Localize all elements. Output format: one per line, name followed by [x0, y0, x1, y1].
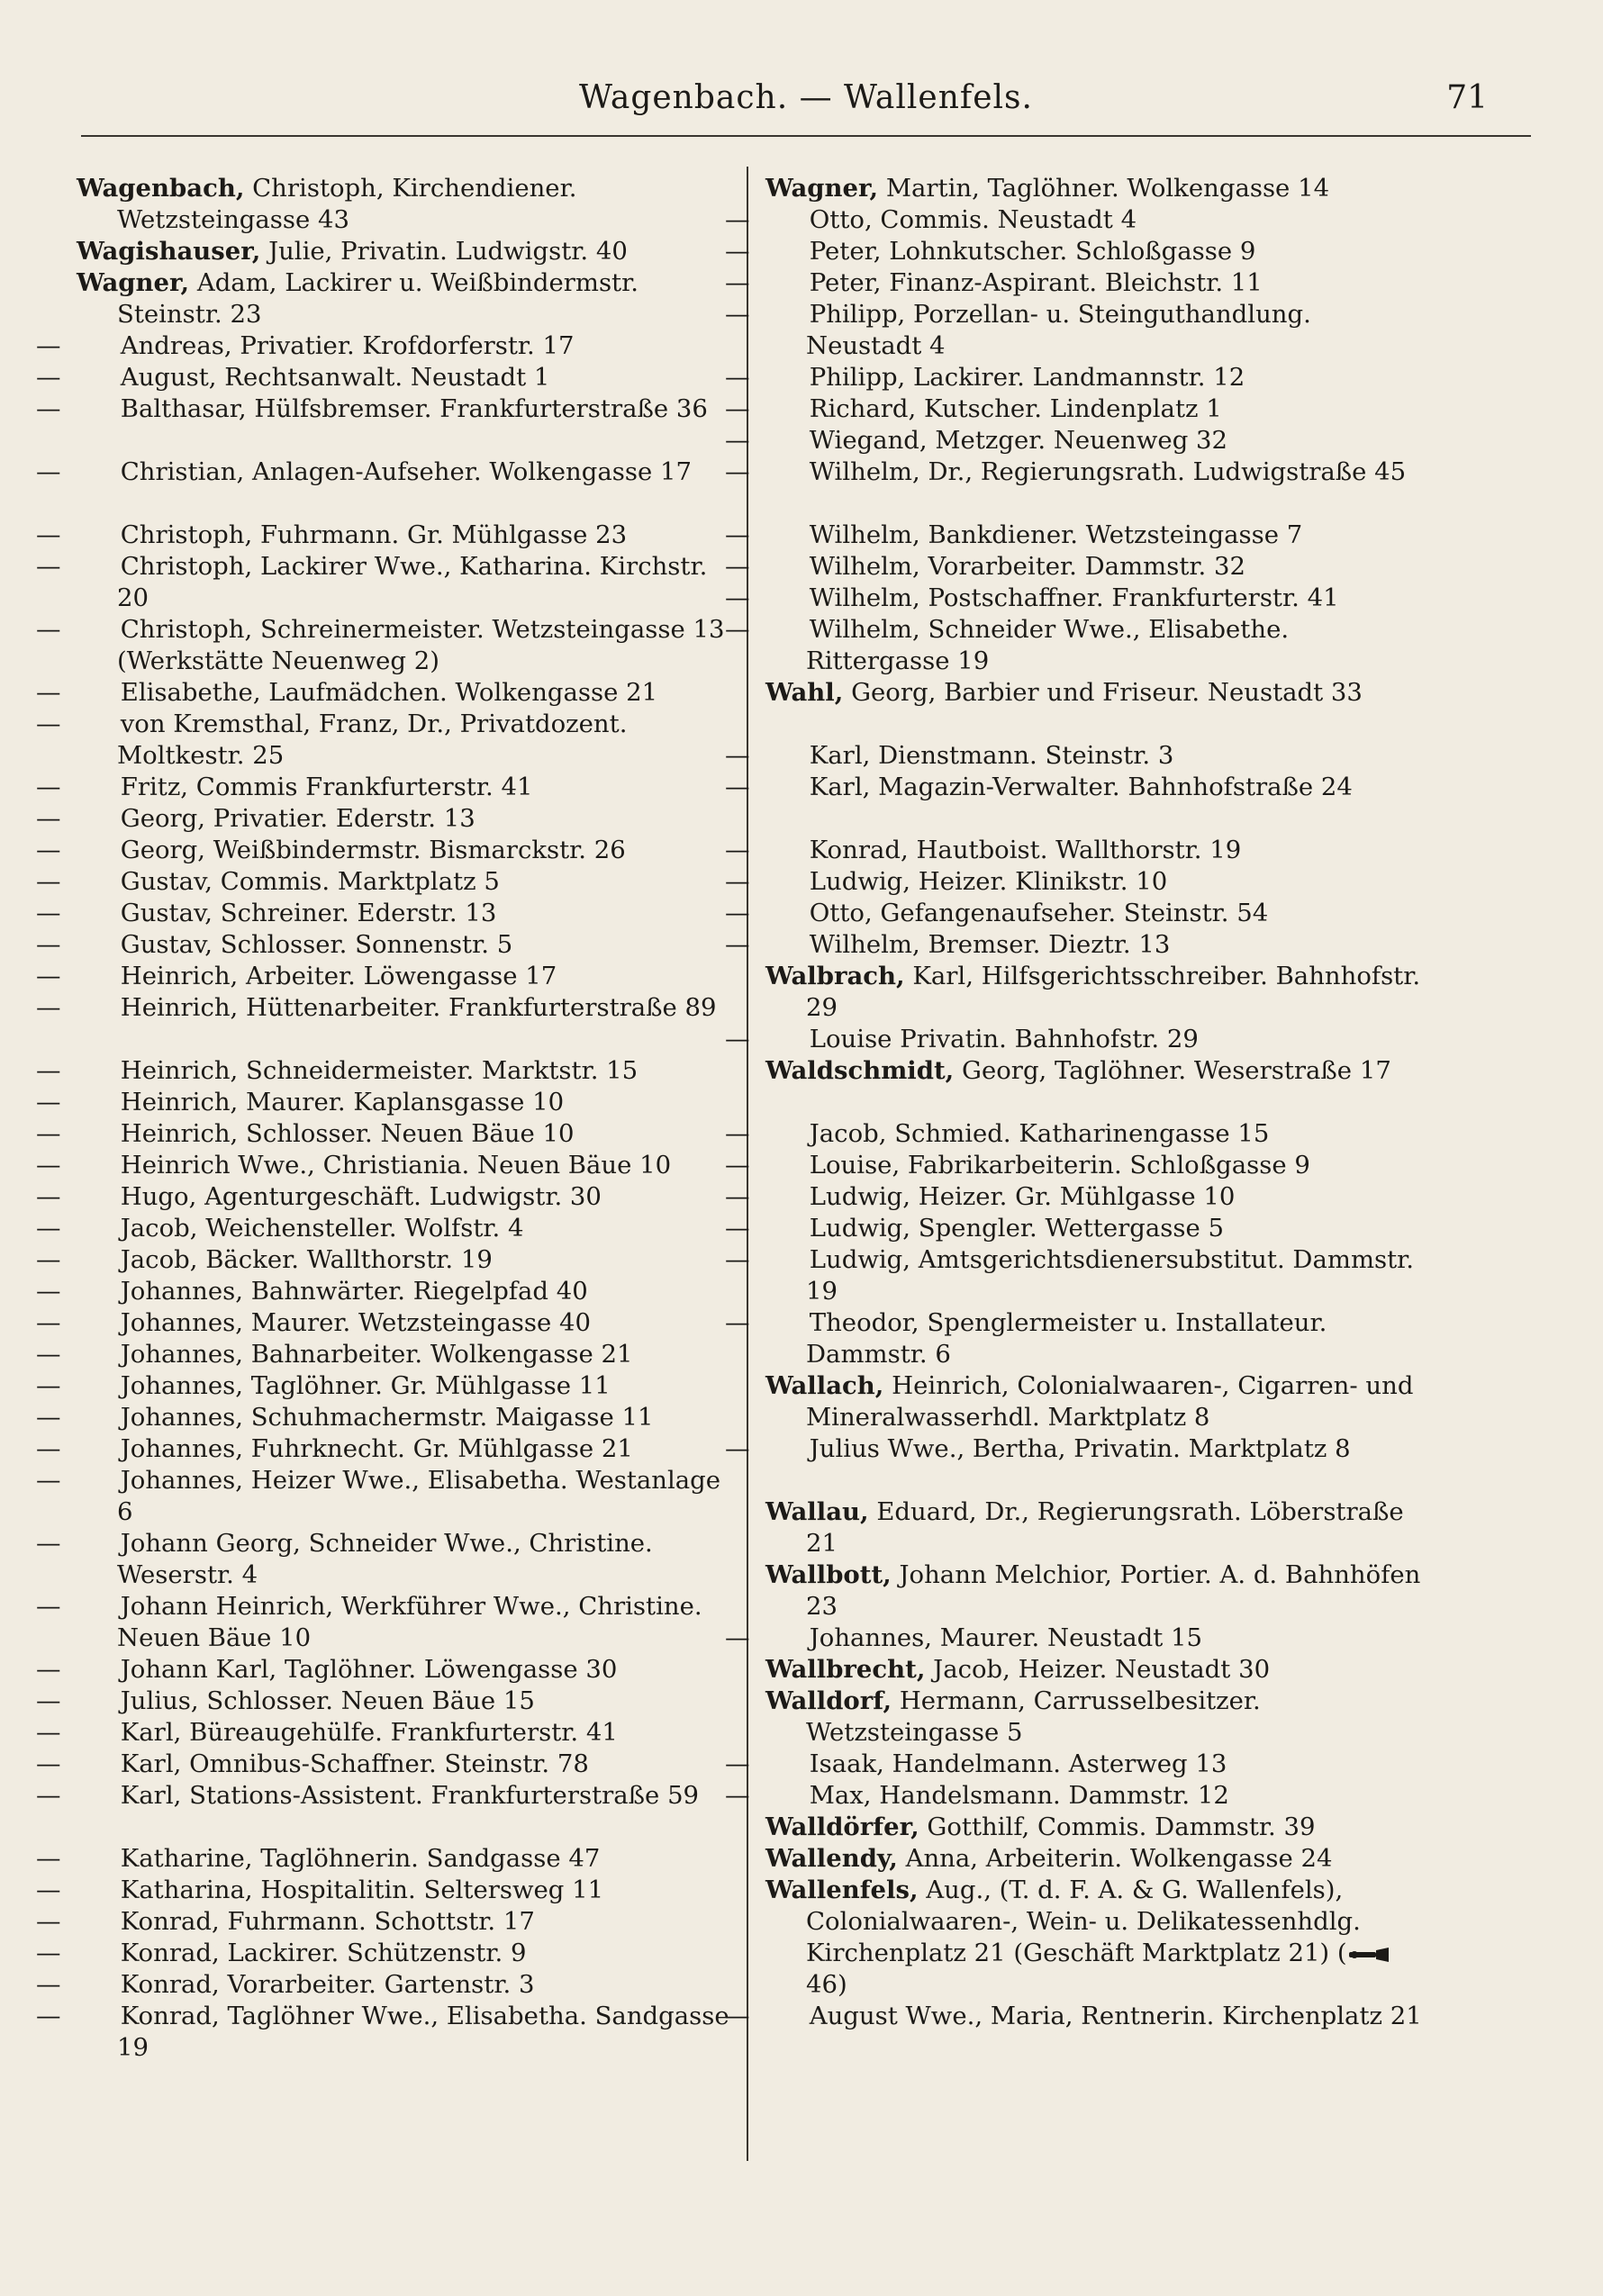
entry-text: Elisabethe, Laufmädchen. Wolkengasse 21 — [113, 678, 658, 707]
entry-surname: Wallbott, — [765, 1560, 892, 1589]
directory-entry — [36, 1906, 734, 1938]
page-header — [81, 63, 1531, 137]
directory-entry — [725, 866, 1423, 898]
left-column — [36, 173, 734, 2064]
entry-surname: Walldörfer, — [765, 1812, 919, 1841]
entry-text: Christoph, Kirchendiener. Wetzsteingasse 43 — [117, 174, 577, 234]
ditto-dash: — — [36, 678, 61, 707]
entry-text: Ludwig, Spengler. Wettergasse 5 — [802, 1214, 1225, 1243]
ditto-dash: — — [36, 1655, 61, 1684]
directory-entry — [36, 1654, 734, 1686]
entry-text: August Wwe., Maria, Rentnerin. Kirchenplatz 21 — [802, 2002, 1422, 2030]
entry-surname: Wallbrecht, — [765, 1655, 926, 1684]
ditto-dash: — — [36, 394, 61, 423]
ditto-dash: — — [36, 520, 61, 549]
ditto-dash: — — [725, 205, 750, 234]
entry-text: Heinrich, Maurer. Kaplansgasse 10 — [113, 1088, 565, 1116]
entry-text: Konrad, Vorarbeiter. Gartenstr. 3 — [113, 1970, 535, 1999]
ditto-dash: — — [725, 1214, 750, 1243]
ditto-dash: — — [36, 1749, 61, 1778]
ditto-dash: — — [725, 615, 750, 644]
entry-surname: Wahl, — [765, 678, 844, 707]
directory-entry — [36, 1843, 734, 1875]
directory-entry — [725, 929, 1423, 961]
entry-text: Jacob, Schmied. Katharinengasse 15 — [802, 1119, 1270, 1148]
entry-text: Aug., (T. d. F. A. & G. Wallenfels), Colonialwaaren-, Wein- u. Delikatessenhdlg. Kirchenplatz 21 (Geschäft Marktplatz 21) ( — [806, 1876, 1361, 1967]
ditto-dash: — — [725, 237, 750, 266]
entry-text: Fritz, Commis Frankfurterstr. 41 — [113, 773, 533, 801]
directory-entry — [36, 614, 734, 677]
entry-text: Johann Melchior, Portier. A. d. Bahnhöfen 23 — [806, 1560, 1421, 1621]
entry-text: Karl, Hilfsgerichtsschreiber. Bahnhofstr. 29 — [806, 962, 1421, 1022]
ditto-dash: — — [36, 1371, 61, 1400]
directory-entry — [36, 1276, 734, 1307]
directory-entry — [36, 1686, 734, 1717]
ditto-dash: — — [725, 1308, 750, 1337]
directory-entry — [36, 2001, 734, 2064]
ditto-dash: — — [36, 1277, 61, 1306]
entry-text: Heinrich, Schneidermeister. Marktstr. 15 — [113, 1056, 638, 1085]
ditto-dash: — — [725, 867, 750, 896]
ditto-dash: — — [36, 1529, 61, 1558]
entry-text: Martin, Taglöhner. Wolkengasse 14 — [878, 174, 1330, 203]
directory-entry — [36, 772, 734, 803]
directory-entry — [725, 740, 1423, 772]
ditto-dash: — — [725, 394, 750, 423]
directory-entry — [725, 393, 1423, 425]
ditto-dash: — — [36, 552, 61, 581]
directory-entry — [725, 1780, 1423, 1812]
directory-entry — [725, 267, 1423, 299]
telephone-icon — [1347, 1948, 1392, 1962]
directory-entry — [725, 2001, 1423, 2064]
telephone-number: 46) — [806, 1970, 847, 1999]
directory-entry — [765, 1559, 1423, 1623]
directory-entry — [725, 236, 1423, 267]
entry-surname: Walbrach, — [765, 962, 905, 990]
ditto-dash: — — [36, 1340, 61, 1369]
ditto-dash: — — [725, 1434, 750, 1463]
entry-text: Johannes, Bahnwärter. Riegelpfad 40 — [113, 1277, 588, 1306]
entry-text: Johannes, Taglöhner. Gr. Mühlgasse 11 — [113, 1371, 611, 1400]
directory-entry — [36, 1969, 734, 2001]
entry-text: Wiegand, Metzger. Neuenweg 32 — [802, 426, 1228, 455]
entry-text: Philipp, Porzellan- u. Steinguthandlung. Neustadt 4 — [802, 300, 1311, 360]
ditto-dash: — — [36, 773, 61, 801]
ditto-dash: — — [36, 867, 61, 896]
directory-entry — [765, 961, 1423, 1024]
entry-surname: Wallendy, — [765, 1844, 898, 1873]
directory-entry — [725, 1024, 1423, 1055]
directory-entry — [725, 299, 1423, 362]
entry-text: Otto, Commis. Neustadt 4 — [802, 205, 1137, 234]
entry-text: Konrad, Fuhrmann. Schottstr. 17 — [113, 1907, 535, 1936]
ditto-dash: — — [36, 2002, 61, 2030]
entry-text: Gustav, Schreiner. Ederstr. 13 — [113, 899, 497, 927]
ditto-dash: — — [725, 899, 750, 927]
entry-surname: Wagner, — [77, 268, 190, 297]
entry-text: Jacob, Weichensteller. Wolfstr. 4 — [113, 1214, 524, 1243]
entry-text: Otto, Gefangenaufseher. Steinstr. 54 — [802, 899, 1269, 927]
entry-text: Anna, Arbeiterin. Wolkengasse 24 — [897, 1844, 1333, 1873]
ditto-dash: — — [36, 1970, 61, 1999]
entry-surname: Wallenfels, — [765, 1876, 919, 1904]
entry-text: Julie, Privatin. Ludwigstr. 40 — [260, 237, 628, 266]
ditto-dash: — — [36, 962, 61, 990]
ditto-dash: — — [725, 552, 750, 581]
ditto-dash: — — [36, 1308, 61, 1337]
ditto-dash: — — [725, 426, 750, 455]
running-head: Wagenbach. — Wallenfels. — [579, 79, 1033, 116]
ditto-dash: — — [36, 1592, 61, 1621]
entry-text: Peter, Finanz-Aspirant. Bleichstr. 11 — [802, 268, 1263, 297]
directory-entry — [765, 1370, 1423, 1433]
directory-entry — [725, 520, 1423, 551]
entry-text: Johannes, Fuhrknecht. Gr. Mühlgasse 21 — [113, 1434, 633, 1463]
entry-text: Ludwig, Amtsgerichtsdienersubstitut. Dammstr. 19 — [802, 1245, 1415, 1306]
directory-entry — [36, 1055, 734, 1087]
directory-entry — [765, 1496, 1423, 1559]
entry-text: Johannes, Maurer. Neustadt 15 — [802, 1623, 1203, 1652]
entry-surname: Wallach, — [765, 1371, 884, 1400]
entry-text: Georg, Barbier und Friseur. Neustadt 33 — [843, 678, 1363, 707]
ditto-dash: — — [725, 773, 750, 801]
entry-text: Christian, Anlagen-Aufseher. Wolkengasse 17 — [113, 457, 692, 486]
entry-text: Isaak, Handelmann. Asterweg 13 — [802, 1749, 1227, 1778]
directory-entry — [725, 1118, 1423, 1150]
directory-entry — [36, 961, 734, 992]
directory-entry — [36, 1591, 734, 1654]
ditto-dash: — — [725, 1781, 750, 1810]
directory-entry — [725, 551, 1423, 583]
entry-text: Georg, Taglöhner. Weserstraße 17 — [954, 1056, 1391, 1085]
entry-text: Wilhelm, Bremser. Dieztr. 13 — [802, 930, 1171, 959]
directory-entry — [36, 1307, 734, 1339]
ditto-dash: — — [36, 836, 61, 864]
entry-text: Karl, Dienstmann. Steinstr. 3 — [802, 741, 1174, 770]
ditto-dash: — — [36, 457, 61, 486]
entry-text: Julius Wwe., Bertha, Privatin. Marktplatz 8 — [802, 1434, 1351, 1463]
entry-text: Louise Privatin. Bahnhofstr. 29 — [802, 1025, 1199, 1053]
ditto-dash: — — [725, 457, 750, 486]
directory-entry — [36, 803, 734, 835]
entry-text: Hermann, Carrusselbesitzer. Wetzsteingasse 5 — [806, 1686, 1261, 1747]
directory-entry — [765, 1654, 1423, 1686]
entry-text: Max, Handelsmann. Dammstr. 12 — [802, 1781, 1229, 1810]
directory-entry — [36, 1370, 734, 1402]
ditto-dash: — — [36, 1876, 61, 1904]
ditto-dash: — — [36, 615, 61, 644]
ditto-dash: — — [36, 1939, 61, 1967]
directory-entry — [36, 1528, 734, 1591]
directory-entry — [765, 677, 1423, 740]
ditto-dash: — — [725, 1182, 750, 1211]
ditto-dash: — — [725, 1151, 750, 1180]
ditto-dash: — — [725, 741, 750, 770]
directory-entry — [77, 267, 734, 330]
ditto-dash: — — [36, 1844, 61, 1873]
entry-text: Johann Heinrich, Werkführer Wwe., Christine. Neuen Bäue 10 — [113, 1592, 702, 1652]
entry-text: Johannes, Schuhmachermstr. Maigasse 11 — [113, 1403, 654, 1432]
entry-text: Katharine, Taglöhnerin. Sandgasse 47 — [113, 1844, 601, 1873]
directory-entry — [77, 236, 734, 267]
entry-text: Johannes, Heizer Wwe., Elisabetha. Westanlage 6 — [113, 1466, 721, 1526]
directory-entry — [36, 1181, 734, 1213]
directory-entry — [765, 1055, 1423, 1118]
ditto-dash: — — [36, 1088, 61, 1116]
directory-entry — [36, 1465, 734, 1528]
directory-entry — [36, 1150, 734, 1181]
directory-entry — [725, 835, 1423, 866]
entry-surname: Wagenbach, — [77, 174, 245, 203]
ditto-dash: — — [725, 1749, 750, 1778]
entry-text: Andreas, Privatier. Krofdorferstr. 17 — [113, 331, 575, 360]
entry-text: Karl, Stations-Assistent. Frankfurterstraße 59 — [113, 1781, 700, 1810]
directory-entry — [765, 173, 1423, 204]
ditto-dash: — — [36, 1245, 61, 1274]
directory-entry — [36, 1213, 734, 1244]
entry-text: Gustav, Schlosser. Sonnenstr. 5 — [113, 930, 513, 959]
directory-entry — [36, 1717, 734, 1749]
page-number: 71 — [1446, 79, 1488, 116]
ditto-dash: — — [725, 930, 750, 959]
entry-text: Konrad, Lackirer. Schützenstr. 9 — [113, 1939, 527, 1967]
directory-entry — [725, 1213, 1423, 1244]
entry-text: Heinrich, Hüttenarbeiter. Frankfurterstraße 89 — [113, 993, 717, 1022]
ditto-dash: — — [36, 1907, 61, 1936]
entry-text: Wilhelm, Postschaffner. Frankfurterstr. 41 — [802, 583, 1339, 612]
directory-entry — [36, 330, 734, 362]
entry-text: Katharina, Hospitalitin. Seltersweg 11 — [113, 1876, 604, 1904]
entry-text: Johann Georg, Schneider Wwe., Christine. Weserstr. 4 — [113, 1529, 653, 1589]
entry-text: Heinrich, Schlosser. Neuen Bäue 10 — [113, 1119, 575, 1148]
directory-entry — [725, 898, 1423, 929]
ditto-dash: — — [725, 300, 750, 329]
directory-entry — [36, 1244, 734, 1276]
directory-entry — [765, 1843, 1423, 1875]
directory-entry — [36, 393, 734, 456]
entry-text: Christoph, Lackirer Wwe., Katharina. Kirchstr. 20 — [113, 552, 708, 612]
directory-entry — [36, 929, 734, 961]
entry-text: Karl, Büreaugehülfe. Frankfurterstr. 41 — [113, 1718, 618, 1747]
entry-text: Julius, Schlosser. Neuen Bäue 15 — [113, 1686, 535, 1715]
ditto-dash: — — [36, 1781, 61, 1810]
entry-text: Johann Karl, Taglöhner. Löwengasse 30 — [113, 1655, 618, 1684]
directory-entry — [36, 898, 734, 929]
entry-text: Eduard, Dr., Regierungsrath. Löberstraße 21 — [806, 1497, 1404, 1558]
ditto-dash: — — [36, 1119, 61, 1148]
directory-entry — [765, 1686, 1423, 1749]
directory-entry — [725, 614, 1423, 677]
entry-text: Johannes, Bahnarbeiter. Wolkengasse 21 — [113, 1340, 633, 1369]
directory-entry — [725, 1150, 1423, 1181]
directory-entry — [725, 204, 1423, 236]
entry-text: Wilhelm, Vorarbeiter. Dammstr. 32 — [802, 552, 1245, 581]
entry-text: Christoph, Fuhrmann. Gr. Mühlgasse 23 — [113, 520, 628, 549]
directory-entry — [36, 456, 734, 520]
entry-surname: Waldschmidt, — [765, 1056, 955, 1085]
entry-text: Heinrich Wwe., Christiania. Neuen Bäue 10 — [113, 1151, 672, 1180]
entry-text: Karl, Magazin-Verwalter. Bahnhofstraße 24 — [802, 773, 1353, 801]
entry-text: Balthasar, Hülfsbremser. Frankfurterstraße 36 — [113, 394, 708, 423]
entry-text: Gotthilf, Commis. Dammstr. 39 — [919, 1812, 1316, 1841]
ditto-dash: — — [36, 930, 61, 959]
entry-text: Adam, Lackirer u. Weißbindermstr. Steinstr. 23 — [117, 268, 638, 329]
entry-text: Richard, Kutscher. Lindenplatz 1 — [802, 394, 1222, 423]
directory-entry — [725, 456, 1423, 520]
entry-text: Heinrich, Arbeiter. Löwengasse 17 — [113, 962, 557, 990]
entry-text: von Kremsthal, Franz, Dr., Privatdozent. Moltkestr. 25 — [113, 710, 628, 770]
directory-entry — [725, 772, 1423, 835]
ditto-dash: — — [36, 710, 61, 738]
directory-entry — [36, 1433, 734, 1465]
entry-text: Ludwig, Heizer. Klinikstr. 10 — [802, 867, 1168, 896]
directory-entry — [765, 1812, 1423, 1843]
directory-entry — [36, 866, 734, 898]
entry-text: Konrad, Taglöhner Wwe., Elisabetha. Sandgasse 19 — [113, 2002, 729, 2062]
directory-entry — [36, 1749, 734, 1780]
ditto-dash: — — [725, 520, 750, 549]
directory-entry — [725, 1749, 1423, 1780]
ditto-dash: — — [36, 1403, 61, 1432]
directory-entry — [36, 1938, 734, 1969]
directory-entry — [36, 551, 734, 614]
ditto-dash: — — [36, 1466, 61, 1495]
ditto-dash: — — [725, 1119, 750, 1148]
directory-entry — [725, 1307, 1423, 1370]
directory-entry — [36, 520, 734, 551]
directory-entry — [725, 362, 1423, 393]
directory-entry — [36, 362, 734, 393]
entry-text: Ludwig, Heizer. Gr. Mühlgasse 10 — [802, 1182, 1236, 1211]
entry-text: Georg, Weißbindermstr. Bismarckstr. 26 — [113, 836, 626, 864]
entry-text: Wilhelm, Schneider Wwe., Elisabethe. Rittergasse 19 — [802, 615, 1290, 675]
entry-text: Jacob, Heizer. Neustadt 30 — [925, 1655, 1271, 1684]
entry-text: Wilhelm, Dr., Regierungsrath. Ludwigstraße 45 — [802, 457, 1407, 486]
entry-surname: Walldorf, — [765, 1686, 892, 1715]
directory-entry — [36, 677, 734, 709]
ditto-dash: — — [36, 993, 61, 1022]
directory-entry — [725, 1623, 1423, 1654]
ditto-dash: — — [36, 331, 61, 360]
entry-text: Johannes, Maurer. Wetzsteingasse 40 — [113, 1308, 592, 1337]
entry-text: Konrad, Hautboist. Wallthorstr. 19 — [802, 836, 1242, 864]
ditto-dash: — — [36, 1182, 61, 1211]
directory-entry — [36, 709, 734, 772]
directory-entry — [725, 1181, 1423, 1213]
ditto-dash: — — [36, 804, 61, 833]
entry-text: Wilhelm, Bankdiener. Wetzsteingasse 7 — [802, 520, 1303, 549]
ditto-dash: — — [36, 1214, 61, 1243]
directory-entry — [725, 583, 1423, 614]
directory-entry — [725, 1244, 1423, 1307]
directory-entry — [36, 1339, 734, 1370]
entry-text: Theodor, Spenglermeister u. Installateur. Dammstr. 6 — [802, 1308, 1327, 1369]
directory-entry — [725, 425, 1423, 456]
directory-entry — [36, 1875, 734, 1906]
directory-entry — [77, 173, 734, 236]
directory-entry — [36, 1087, 734, 1118]
entry-surname: Wagner, — [765, 174, 879, 203]
right-column — [725, 173, 1423, 2064]
ditto-dash: — — [725, 836, 750, 864]
ditto-dash: — — [36, 1434, 61, 1463]
entry-text: Karl, Omnibus-Schaffner. Steinstr. 78 — [113, 1749, 589, 1778]
entry-text: Georg, Privatier. Ederstr. 13 — [113, 804, 475, 833]
entry-text: Gustav, Commis. Marktplatz 5 — [113, 867, 500, 896]
entry-text: Hugo, Agenturgeschäft. Ludwigstr. 30 — [113, 1182, 602, 1211]
entry-text: August, Rechtsanwalt. Neustadt 1 — [113, 363, 550, 392]
directory-entry — [36, 1780, 734, 1843]
ditto-dash: — — [725, 1245, 750, 1274]
ditto-dash: — — [725, 1025, 750, 1053]
entry-text: Jacob, Bäcker. Wallthorstr. 19 — [113, 1245, 493, 1274]
directory-entry — [725, 1433, 1423, 1496]
directory-entry — [765, 1875, 1423, 2001]
ditto-dash: — — [725, 1623, 750, 1652]
ditto-dash: — — [36, 1151, 61, 1180]
ditto-dash: — — [725, 268, 750, 297]
directory-entry — [36, 835, 734, 866]
entry-surname: Wagishauser, — [77, 237, 261, 266]
ditto-dash: — — [36, 1718, 61, 1747]
entry-text: Heinrich, Colonialwaaren-, Cigarren- und Mineralwasserhdl. Marktplatz 8 — [806, 1371, 1414, 1432]
ditto-dash: — — [725, 363, 750, 392]
ditto-dash: — — [36, 899, 61, 927]
entry-text: Peter, Lohnkutscher. Schloßgasse 9 — [802, 237, 1256, 266]
ditto-dash: — — [725, 583, 750, 612]
directory-entry — [36, 1118, 734, 1150]
entry-text: Louise, Fabrikarbeiterin. Schloßgasse 9 — [802, 1151, 1310, 1180]
entry-text: Philipp, Lackirer. Landmannstr. 12 — [802, 363, 1245, 392]
directory-entry — [36, 992, 734, 1055]
entry-surname: Wallau, — [765, 1497, 869, 1526]
ditto-dash: — — [36, 363, 61, 392]
directory-entry — [36, 1402, 734, 1433]
entry-text: Christoph, Schreinermeister. Wetzsteingasse 13 (Werkstätte Neuenweg 2) — [113, 615, 725, 675]
ditto-dash: — — [36, 1056, 61, 1085]
ditto-dash: — — [725, 2002, 750, 2030]
ditto-dash: — — [36, 1686, 61, 1715]
